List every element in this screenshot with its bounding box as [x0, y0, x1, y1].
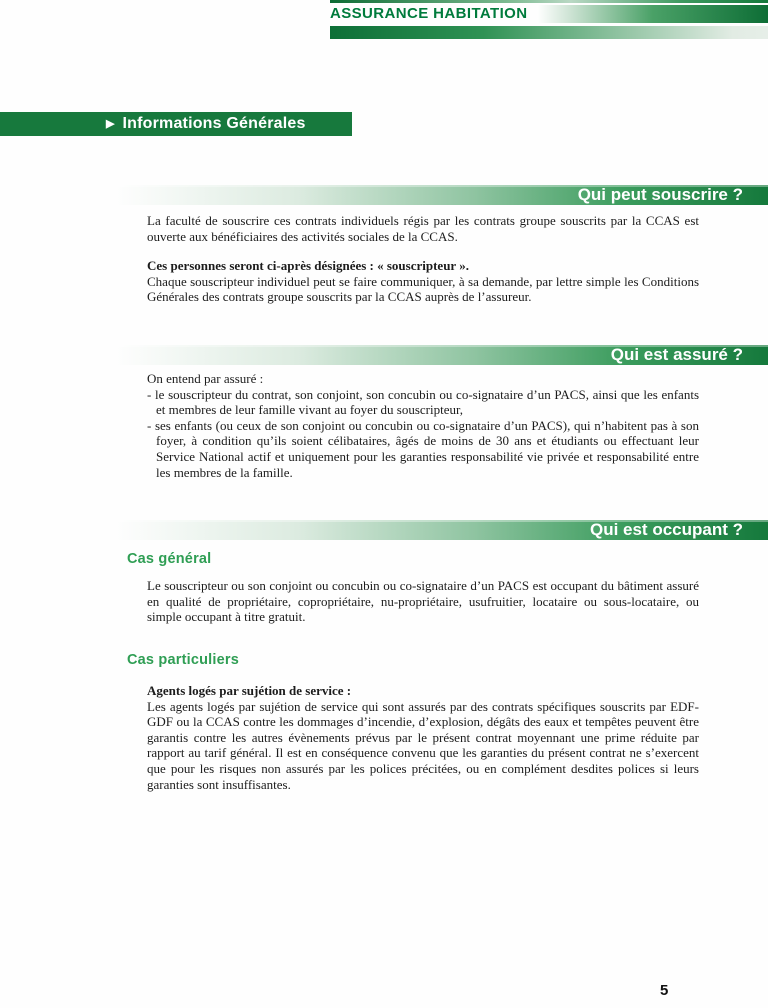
- list-item: - ses enfants (ou ceux de son conjoint ou concubin ou co-signataire d’un PACS), qui n’habitent pas à son foyer, à condition qu’ils soient célibataires, âgés de moins de 30 ans et étudiants ou effectuant leur Service National actif et uniquement pour les garanties responsabilité vie privée et responsabilité entre les membres de la famille.: [147, 417, 699, 480]
- paragraph: On entend par assuré :: [147, 371, 264, 386]
- subheading-cas-particuliers: Cas particuliers: [127, 652, 239, 668]
- section-title-occupant: Qui est occupant ?: [115, 520, 768, 540]
- section-title-souscrire: Qui peut souscrire ?: [115, 185, 768, 205]
- paragraph: La faculté de souscrire ces contrats individuels régis par les contrats groupe souscrits par la CCAS est ouverte aux bénéficiaires des activités sociales de la CCAS.: [147, 213, 699, 244]
- page-number: 5: [660, 982, 669, 999]
- subheading-cas-general: Cas général: [127, 551, 212, 567]
- header-top-gradient-rule: [330, 0, 768, 3]
- section-title-assure: Qui est assuré ?: [115, 345, 768, 365]
- list-item: - le souscripteur du contrat, son conjoint, son concubin ou co-signataire d’un PACS, ainsi que les enfants et membres de leur famille vivant au foyer du souscripteur,: [147, 386, 699, 418]
- document-title: ASSURANCE HABITATION: [330, 5, 528, 22]
- document-header: [330, 5, 768, 23]
- arrow-right-icon: ▶: [106, 118, 115, 130]
- paragraph-bold: Agents logés par sujétion de service :: [147, 683, 352, 698]
- chapter-banner-label: Informations Générales: [122, 115, 306, 132]
- paragraph: Les agents logés par sujétion de service qui sont assurés par des contrats spécifiques souscrits par EDF-GDF ou la CCAS contre les dommages d’incendie, d’explosion, dégâts des eaux et tempêtes peuvent être garantis contre les autres évènements prévus par le présent contrat moyennant une prime réduite par rapport au tarif général. Il est en conséquence convenu que les garanties du présent contrat ne s’exercent que pour les risques non assurés par les polices précitées, ou en complément desdites polices si leurs garanties sont insuffisantes.: [147, 698, 699, 792]
- chapter-banner: [0, 112, 352, 136]
- cas-general-body: [147, 578, 699, 625]
- paragraph: Chaque souscripteur individuel peut se faire communiquer, à sa demande, par lettre simple les Conditions Générales des contrats groupe souscrits par la CCAS auprès de l’assureur.: [147, 273, 699, 305]
- section-body-assure: [147, 371, 699, 480]
- cas-particuliers-body: [147, 683, 699, 792]
- section-body-souscrire: [147, 213, 699, 305]
- header-gradient-band: [537, 5, 768, 23]
- header-bottom-gradient-bar: [330, 26, 768, 39]
- paragraph-bold: Ces personnes seront ci-après désignées : « souscripteur ».: [147, 258, 469, 274]
- paragraph: Le souscripteur ou son conjoint ou concubin ou co-signataire d’un PACS est occupant du bâtiment assuré en qualité de propriétaire, copropriétaire, nu-propriétaire, usufruitier, locataire ou sous-locataire, ou simple occupant à titre gratuit.: [147, 578, 699, 625]
